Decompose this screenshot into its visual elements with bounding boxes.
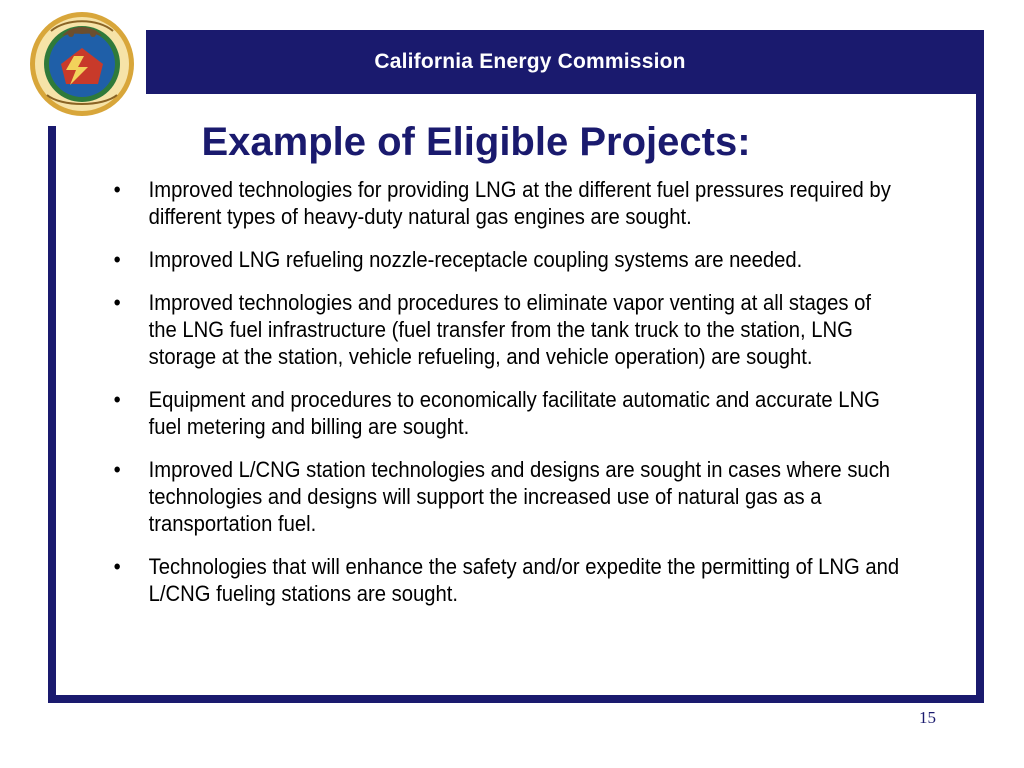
header-title: California Energy Commission bbox=[374, 49, 686, 73]
bullet-text: Improved technologies and procedures to eliminate vapor venting at all stages of the LNG fuel infrastructure (fuel transfer from the tank truck to the station, LNG storage at the station, vehicle refueling, and vehicle operation) are sought. bbox=[148, 290, 871, 369]
bullet-marker: • bbox=[113, 554, 121, 579]
list-item bbox=[110, 246, 901, 273]
list-item bbox=[110, 456, 901, 537]
page-number: 15 bbox=[919, 708, 936, 727]
list-item bbox=[110, 553, 901, 607]
bullet-marker: • bbox=[113, 247, 121, 272]
header-band bbox=[146, 30, 984, 93]
bullet-marker: • bbox=[113, 290, 121, 315]
bullet-text: Improved LNG refueling nozzle-receptacle coupling systems are needed. bbox=[148, 247, 803, 272]
list-item bbox=[110, 289, 901, 370]
bullet-text: Improved technologies for providing LNG at the different fuel pressures required by different types of heavy-duty natural gas engines are sought. bbox=[148, 177, 891, 229]
bullet-marker: • bbox=[113, 177, 121, 202]
list-item bbox=[110, 176, 901, 230]
bullet-text: Technologies that will enhance the safety and/or expedite the permitting of LNG and L/CNG fueling stations are sought. bbox=[148, 554, 900, 606]
bullet-text: Improved L/CNG station technologies and designs are sought in cases where such technologies and designs will support the increased use of natural gas as a transportation fuel. bbox=[148, 457, 891, 536]
slide-title: Example of Eligible Projects: bbox=[201, 120, 751, 164]
list-item bbox=[110, 386, 901, 440]
bullet-text: Equipment and procedures to economically facilitate automatic and accurate LNG fuel metering and billing are sought. bbox=[148, 387, 880, 439]
california-energy-commission-seal-icon bbox=[16, 6, 146, 126]
bullet-marker: • bbox=[113, 457, 121, 482]
bullet-marker: • bbox=[113, 387, 121, 412]
eligible-projects-list bbox=[110, 176, 970, 623]
